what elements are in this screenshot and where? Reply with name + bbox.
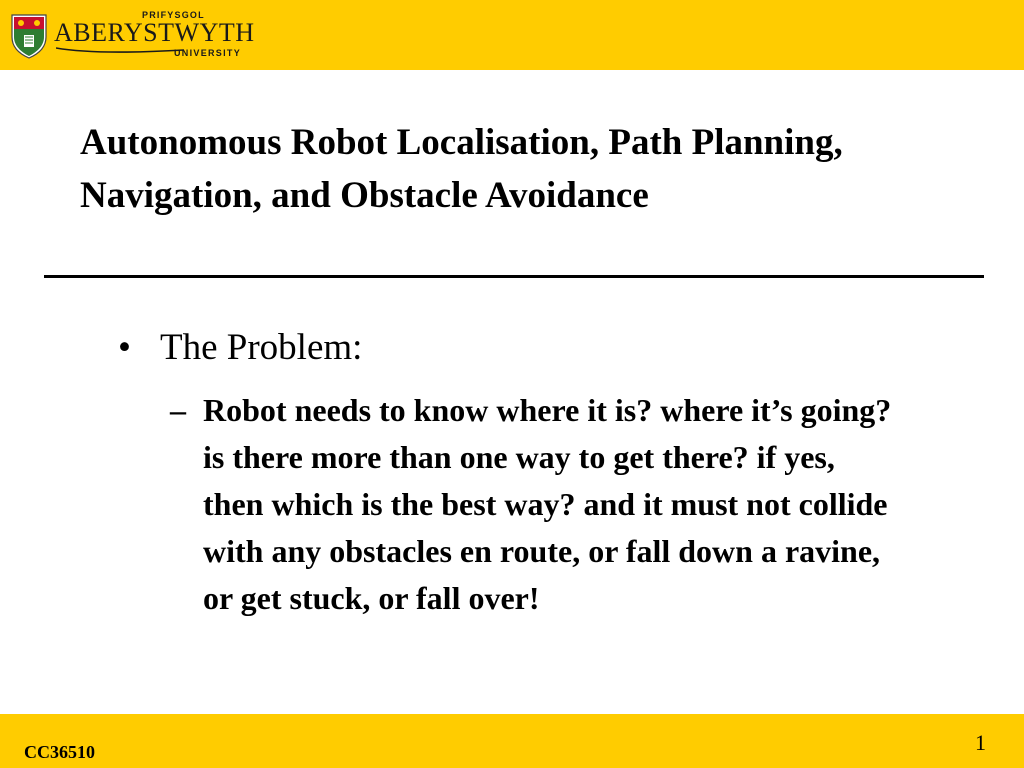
header-band <box>0 0 1024 70</box>
bullet-marker: • <box>118 327 131 368</box>
sub-bullet-text: Robot needs to know where it is? where it’s going? is there more than one way to get there? if yes, then which is the best way? and it must not collide with any obstacles en route, or fall down a ravine, or get stuck, or fall over! <box>203 392 892 616</box>
logo-swoosh-icon <box>56 46 186 54</box>
logo-bottom-text: UNIVERSITY <box>174 48 242 58</box>
bullet-level-2 <box>170 387 900 622</box>
logo-top-text: PRIFYSGOL <box>142 10 205 20</box>
slide-title: Autonomous Robot Localisation, Path Planning, Navigation, and Obstacle Avoidance <box>80 122 843 216</box>
university-crest-icon <box>10 13 48 59</box>
page-number: 1 <box>975 730 986 755</box>
bullet-text: The Problem: <box>160 327 363 368</box>
logo-wordmark <box>54 10 264 62</box>
logo-main-text: ABERYSTWYTH <box>54 18 255 47</box>
bullet-level-1 <box>118 326 362 370</box>
university-logo <box>10 8 264 64</box>
course-code: CC36510 <box>24 742 95 762</box>
footer-band <box>0 714 1024 768</box>
title-divider <box>44 275 984 278</box>
sub-bullet-marker: – <box>170 392 186 428</box>
